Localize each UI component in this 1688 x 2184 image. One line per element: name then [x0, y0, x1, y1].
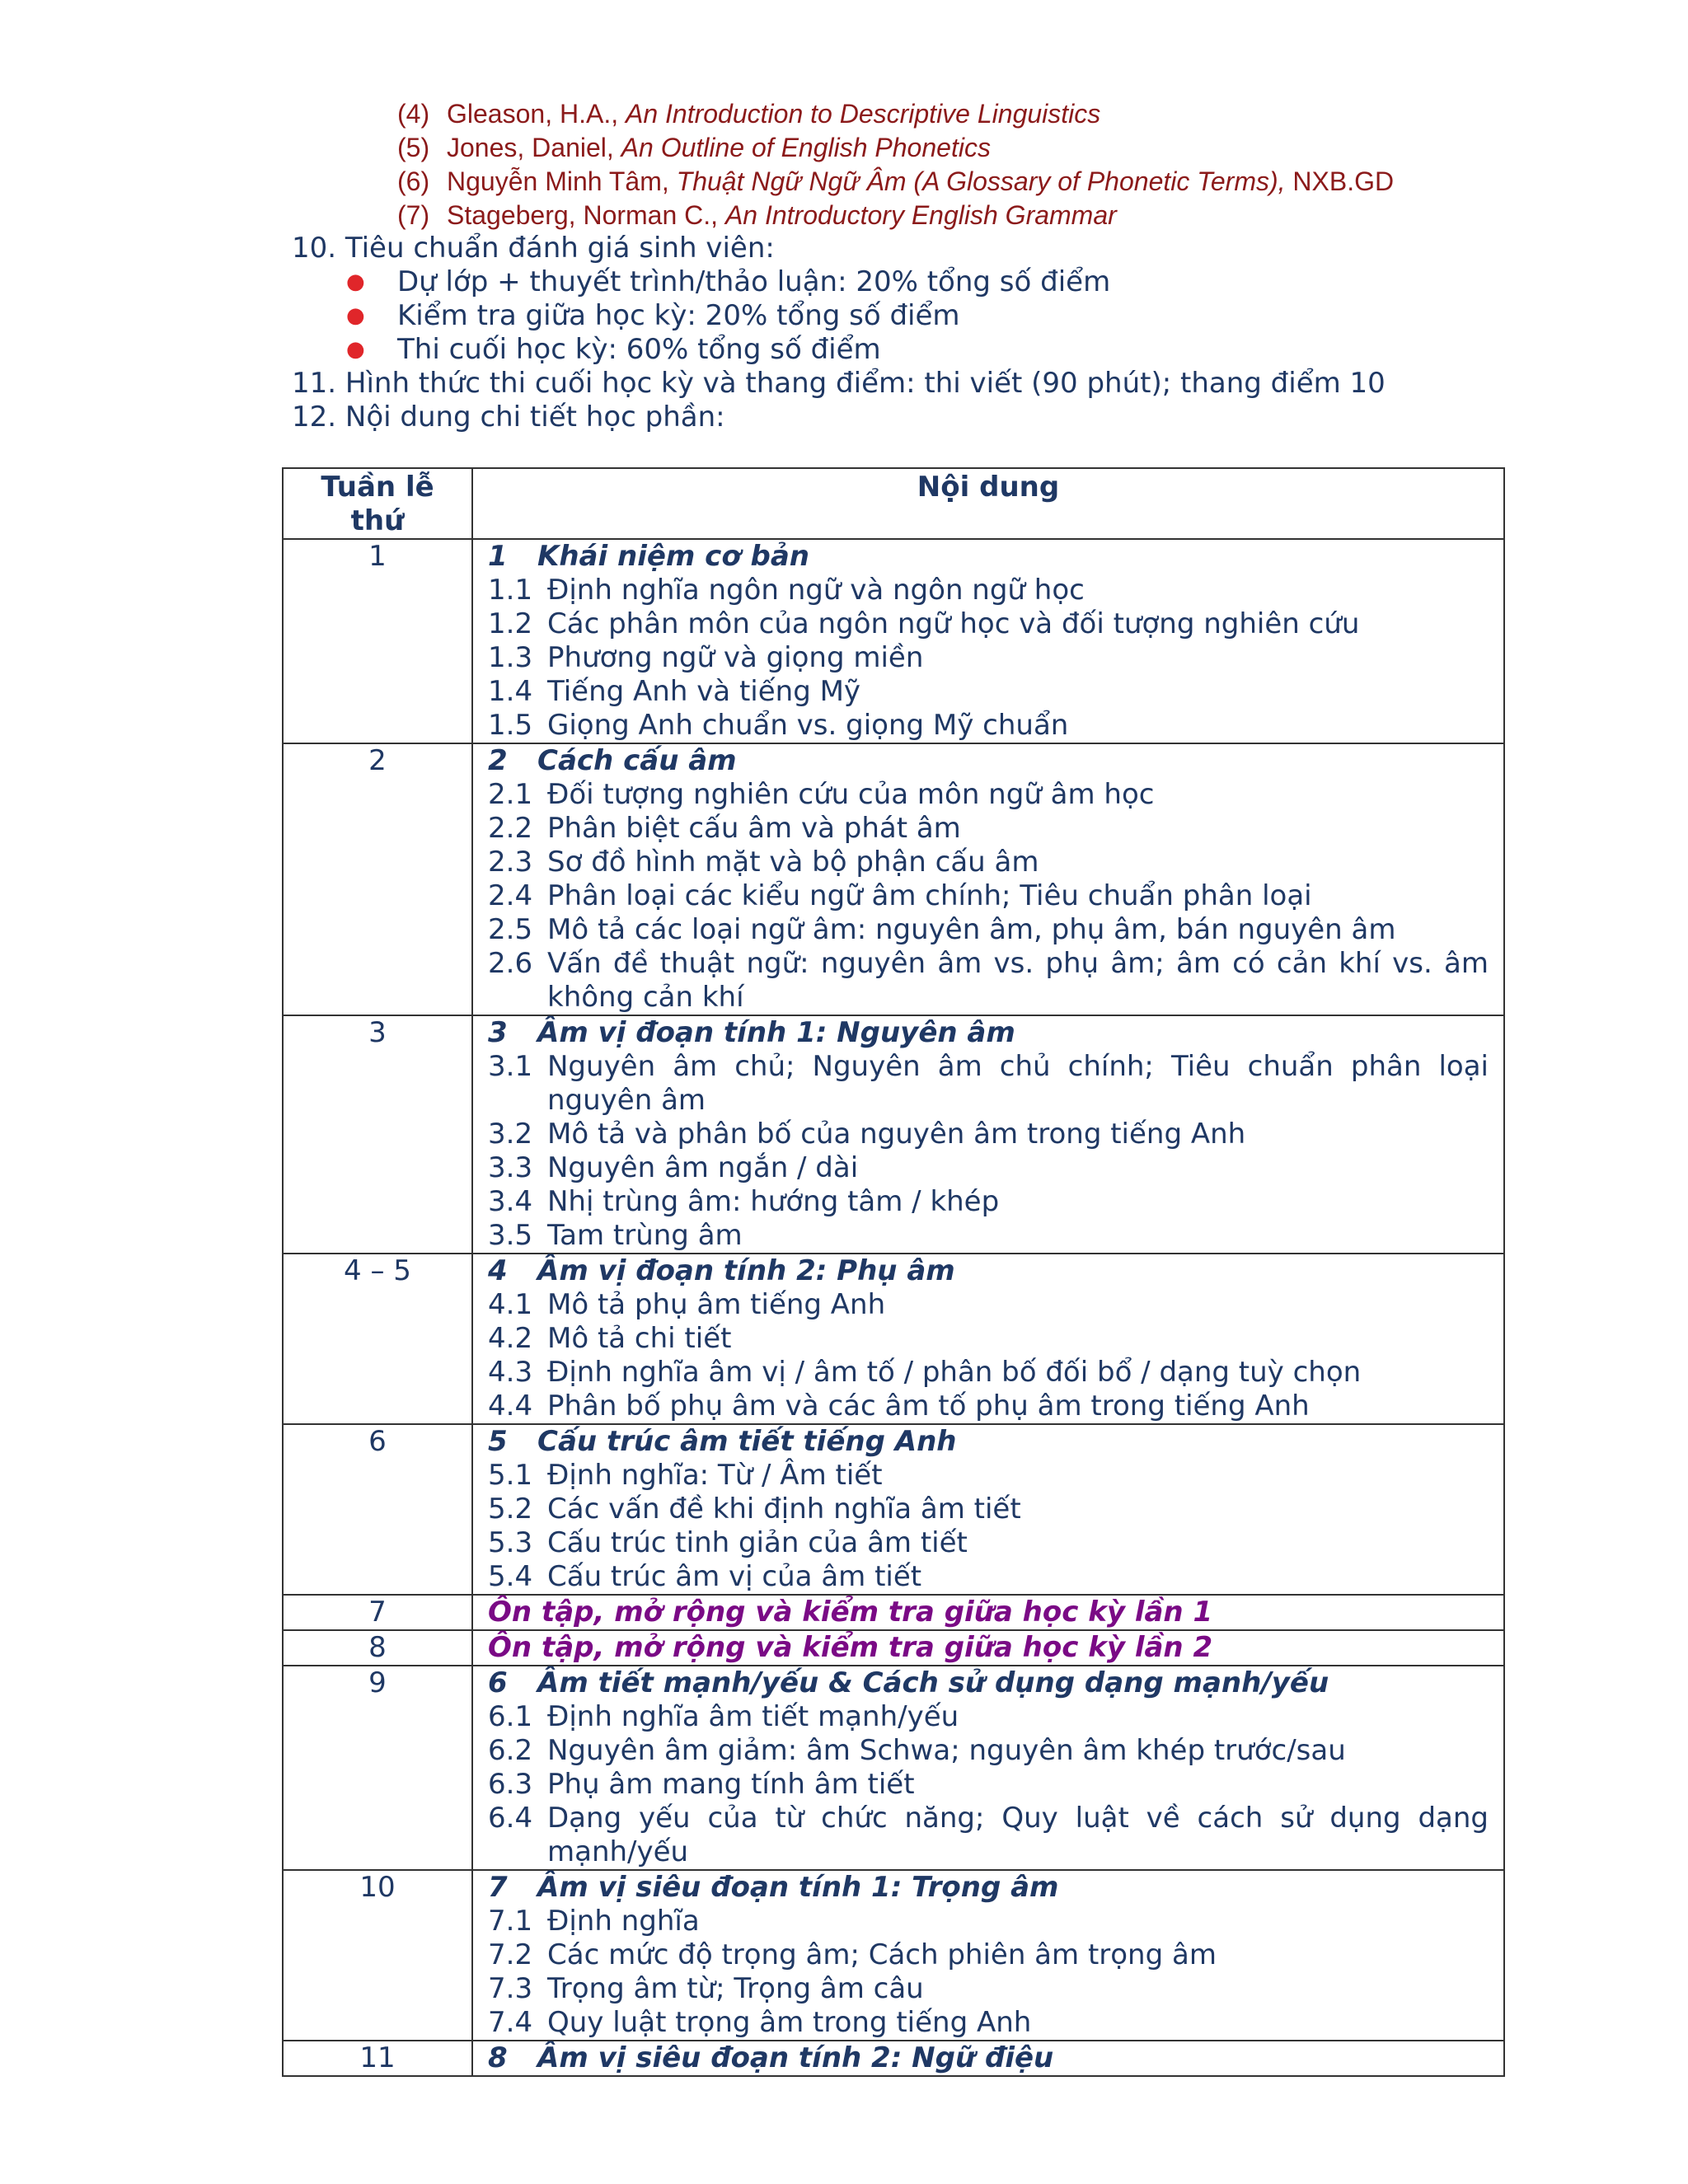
reference-number: (5)	[397, 133, 430, 162]
content-cell	[472, 1015, 1504, 1254]
item-text: Phương ngữ và giọng miền	[547, 641, 924, 674]
content-cell	[472, 1254, 1504, 1424]
reference-number: (7)	[397, 200, 430, 230]
item-number: 6.1	[488, 1700, 533, 1733]
item-number: 7.3	[488, 1972, 533, 2005]
reference-number: (4)	[397, 99, 430, 129]
item-text: Đối tượng nghiên cứu của môn ngữ âm học	[547, 778, 1155, 811]
unit-number: 8	[488, 2041, 508, 2074]
reference-author: Nguyễn Minh Tâm,	[447, 166, 677, 196]
section-12-heading: 12. Nội dung chi tiết học phần:	[292, 401, 725, 434]
item-number: 3.3	[488, 1151, 533, 1184]
unit-title	[488, 540, 1489, 574]
item-number: 1.1	[488, 574, 533, 607]
item-text: Sơ đồ hình mặt và bộ phận cấu âm	[547, 846, 1039, 879]
item-text: Cấu trúc tinh giản của âm tiết	[547, 1526, 968, 1559]
week-cell: 4 – 5	[283, 1254, 472, 1424]
item-text: Phân loại các kiểu ngữ âm chính; Tiêu chuẩn phân loại	[547, 879, 1312, 912]
reference-author: Gleason, H.A.,	[447, 99, 626, 129]
content-item	[488, 1151, 1489, 1185]
table-row	[283, 1254, 1504, 1424]
unit-number: 1	[488, 540, 508, 573]
item-number: 2.2	[488, 812, 533, 845]
criteria-item	[346, 299, 1110, 333]
item-text: Các phân môn của ngôn ngữ học và đối tượng nghiên cứu	[547, 607, 1360, 640]
content-item	[488, 1905, 1489, 1938]
unit-number: 5	[488, 1425, 508, 1458]
item-text: Tam trùng âm	[547, 1219, 743, 1252]
content-item	[488, 1219, 1489, 1253]
content-item	[488, 947, 1489, 1015]
content-item	[488, 1050, 1489, 1118]
unit-number: 7	[488, 1871, 508, 1904]
item-number: 3.5	[488, 1219, 533, 1252]
item-text: Vấn đề thuật ngữ: nguyên âm vs. phụ âm; âm có cản khí vs. âm không cản khí	[547, 947, 1489, 1014]
bullet-icon: ●	[346, 303, 365, 328]
item-number: 5.2	[488, 1493, 533, 1526]
content-item	[488, 2006, 1489, 2040]
week-cell: 10	[283, 1870, 472, 2041]
item-number: 2.5	[488, 913, 533, 946]
content-item	[488, 1972, 1489, 2006]
review-title: Ôn tập, mở rộng và kiểm tra giữa học kỳ lần 2	[488, 1631, 1213, 1664]
unit-number: 4	[488, 1254, 508, 1287]
unit-name: Cách cấu âm	[537, 744, 737, 777]
item-text: Quy luật trọng âm trong tiếng Anh	[547, 2006, 1032, 2039]
unit-name: Âm tiết mạnh/yếu & Cách sử dụng dạng mạnh/yếu	[537, 1666, 1329, 1699]
review-title: Ôn tập, mở rộng và kiểm tra giữa học kỳ lần 1	[488, 1596, 1213, 1629]
reference-item	[397, 131, 1394, 165]
reference-item	[397, 165, 1394, 199]
content-item	[488, 879, 1489, 913]
criteria-text: Dự lớp + thuyết trình/thảo luận: 20% tổng số điểm	[397, 265, 1111, 298]
reference-title: Thuật Ngữ Ngữ Âm (A Glossary of Phonetic Terms),	[676, 166, 1286, 196]
unit-number: 6	[488, 1666, 508, 1699]
item-text: Nguyên âm chủ; Nguyên âm chủ chính; Tiêu chuẩn phân loại nguyên âm	[547, 1050, 1489, 1117]
unit-title	[488, 2041, 1489, 2075]
header-week: Tuần lễ thứ	[283, 468, 472, 539]
item-text: Mô tả phụ âm tiếng Anh	[547, 1288, 886, 1321]
item-number: 5.1	[488, 1459, 533, 1492]
item-number: 4.4	[488, 1390, 533, 1422]
unit-title	[488, 1666, 1489, 1700]
week-cell: 9	[283, 1666, 472, 1870]
content-cell	[472, 539, 1504, 743]
criteria-text: Thi cuối học kỳ: 60% tổng số điểm	[397, 333, 881, 366]
content-item	[488, 1459, 1489, 1493]
content-item	[488, 778, 1489, 812]
item-number: 4.1	[488, 1288, 533, 1321]
content-cell	[472, 1630, 1504, 1666]
item-number: 2.1	[488, 778, 533, 811]
content-item	[488, 1356, 1489, 1390]
reference-title: An Introduction to Descriptive Linguistics	[625, 99, 1101, 129]
table-row	[283, 539, 1504, 743]
item-text: Dạng yếu của từ chức năng; Quy luật về cách sử dụng dạng mạnh/yếu	[547, 1802, 1489, 1868]
unit-title	[488, 744, 1489, 778]
unit-name: Cấu trúc âm tiết tiếng Anh	[537, 1425, 957, 1458]
week-cell: 3	[283, 1015, 472, 1254]
content-item	[488, 1938, 1489, 1972]
item-number: 3.4	[488, 1185, 533, 1218]
week-cell: 8	[283, 1630, 472, 1666]
reference-item	[397, 97, 1394, 131]
course-content-table	[282, 467, 1505, 2077]
content-item	[488, 1768, 1489, 1802]
table-row	[283, 1666, 1504, 1870]
week-cell: 2	[283, 743, 472, 1015]
section-11-text: 11. Hình thức thi cuối học kỳ và thang điểm: thi viết (90 phút); thang điểm 10	[292, 367, 1386, 400]
evaluation-criteria-list	[346, 265, 1110, 367]
item-text: Định nghĩa ngôn ngữ và ngôn ngữ học	[547, 574, 1085, 607]
item-number: 1.5	[488, 709, 533, 742]
item-text: Nhị trùng âm: hướng tâm / khép	[547, 1185, 1000, 1218]
content-item	[488, 709, 1489, 743]
content-item	[488, 1734, 1489, 1768]
unit-title	[488, 1016, 1489, 1050]
header-content: Nội dung	[472, 468, 1504, 539]
item-text: Nguyên âm ngắn / dài	[547, 1151, 859, 1184]
content-item	[488, 1560, 1489, 1594]
item-number: 4.3	[488, 1356, 533, 1389]
item-number: 6.2	[488, 1734, 533, 1767]
item-text: Mô tả các loại ngữ âm: nguyên âm, phụ âm, bán nguyên âm	[547, 913, 1396, 946]
unit-number: 3	[488, 1016, 508, 1049]
week-cell: 1	[283, 539, 472, 743]
item-text: Cấu trúc âm vị của âm tiết	[547, 1560, 922, 1593]
content-item	[488, 1322, 1489, 1356]
item-text: Định nghĩa	[547, 1905, 700, 1938]
item-text: Phân biệt cấu âm và phát âm	[547, 812, 961, 845]
criteria-item	[346, 333, 1110, 367]
item-text: Tiếng Anh và tiếng Mỹ	[547, 675, 861, 708]
item-text: Mô tả và phân bố của nguyên âm trong tiếng Anh	[547, 1118, 1246, 1151]
content-item	[488, 1493, 1489, 1526]
item-text: Định nghĩa: Từ / Âm tiết	[547, 1459, 883, 1492]
table-row	[283, 1630, 1504, 1666]
content-item	[488, 675, 1489, 709]
section-10-heading: 10. Tiêu chuẩn đánh giá sinh viên:	[292, 232, 775, 265]
reference-author: Stageberg, Norman C.,	[447, 200, 725, 230]
content-cell	[472, 743, 1504, 1015]
content-item	[488, 1390, 1489, 1423]
content-item	[488, 846, 1489, 879]
unit-name: Khái niệm cơ bản	[537, 540, 810, 573]
item-text: Định nghĩa âm tiết mạnh/yếu	[547, 1700, 959, 1733]
item-number: 1.3	[488, 641, 533, 674]
unit-number: 2	[488, 744, 508, 777]
week-cell: 6	[283, 1424, 472, 1595]
content-cell	[472, 1870, 1504, 2041]
item-number: 5.4	[488, 1560, 533, 1593]
item-text: Trọng âm từ; Trọng âm câu	[547, 1972, 924, 2005]
bullet-icon: ●	[346, 337, 365, 362]
unit-name: Âm vị đoạn tính 1: Nguyên âm	[537, 1016, 1015, 1049]
item-number: 3.2	[488, 1118, 533, 1151]
item-number: 2.4	[488, 879, 533, 912]
content-item	[488, 607, 1489, 641]
unit-name: Âm vị siêu đoạn tính 1: Trọng âm	[537, 1871, 1059, 1904]
table-row	[283, 1015, 1504, 1254]
item-text: Giọng Anh chuẩn vs. giọng Mỹ chuẩn	[547, 709, 1069, 742]
item-text: Các mức độ trọng âm; Cách phiên âm trọng âm	[547, 1938, 1217, 1971]
unit-title	[488, 1254, 1489, 1288]
item-text: Các vấn đề khi định nghĩa âm tiết	[547, 1493, 1021, 1526]
item-text: Phân bố phụ âm và các âm tố phụ âm trong tiếng Anh	[547, 1390, 1310, 1422]
unit-name: Âm vị đoạn tính 2: Phụ âm	[537, 1254, 955, 1287]
content-item	[488, 641, 1489, 675]
table-row	[283, 1424, 1504, 1595]
content-item	[488, 1802, 1489, 1869]
item-number: 2.6	[488, 947, 533, 980]
content-item	[488, 1700, 1489, 1734]
table-row	[283, 743, 1504, 1015]
reference-publisher: NXB.GD	[1285, 166, 1395, 196]
week-cell: 7	[283, 1595, 472, 1630]
reference-number: (6)	[397, 166, 430, 196]
criteria-item	[346, 265, 1110, 299]
item-number: 7.1	[488, 1905, 533, 1938]
reference-author: Jones, Daniel,	[447, 133, 621, 162]
table-row	[283, 1870, 1504, 2041]
content-item	[488, 1185, 1489, 1219]
item-number: 2.3	[488, 846, 533, 879]
item-text: Định nghĩa âm vị / âm tố / phân bố đối bổ / dạng tuỳ chọn	[547, 1356, 1362, 1389]
content-cell	[472, 1666, 1504, 1870]
item-number: 7.4	[488, 2006, 533, 2039]
content-item	[488, 1288, 1489, 1322]
item-number: 3.1	[488, 1050, 533, 1083]
unit-title	[488, 1871, 1489, 1905]
item-number: 7.2	[488, 1938, 533, 1971]
unit-name: Âm vị siêu đoạn tính 2: Ngữ điệu	[537, 2041, 1054, 2074]
item-number: 1.2	[488, 607, 533, 640]
content-item	[488, 1118, 1489, 1151]
item-number: 6.4	[488, 1802, 533, 1835]
item-text: Mô tả chi tiết	[547, 1322, 732, 1355]
week-cell: 11	[283, 2041, 472, 2076]
item-number: 6.3	[488, 1768, 533, 1801]
content-cell	[472, 2041, 1504, 2076]
reference-title: An Outline of English Phonetics	[621, 133, 991, 162]
content-item	[488, 1526, 1489, 1560]
content-cell	[472, 1595, 1504, 1630]
table-row	[283, 1595, 1504, 1630]
reference-list	[397, 97, 1394, 232]
content-item	[488, 574, 1489, 607]
item-number: 5.3	[488, 1526, 533, 1559]
unit-title	[488, 1425, 1489, 1459]
content-item	[488, 812, 1489, 846]
reference-item	[397, 199, 1394, 232]
table-header-row	[283, 468, 1504, 539]
content-item	[488, 913, 1489, 947]
item-text: Phụ âm mang tính âm tiết	[547, 1768, 915, 1801]
item-number: 1.4	[488, 675, 533, 708]
item-number: 4.2	[488, 1322, 533, 1355]
content-cell	[472, 1424, 1504, 1595]
table-row	[283, 2041, 1504, 2076]
reference-title: An Introductory English Grammar	[724, 200, 1117, 230]
criteria-text: Kiểm tra giữa học kỳ: 20% tổng số điểm	[397, 299, 960, 332]
bullet-icon: ●	[346, 269, 365, 294]
item-text: Nguyên âm giảm: âm Schwa; nguyên âm khép trước/sau	[547, 1734, 1346, 1767]
